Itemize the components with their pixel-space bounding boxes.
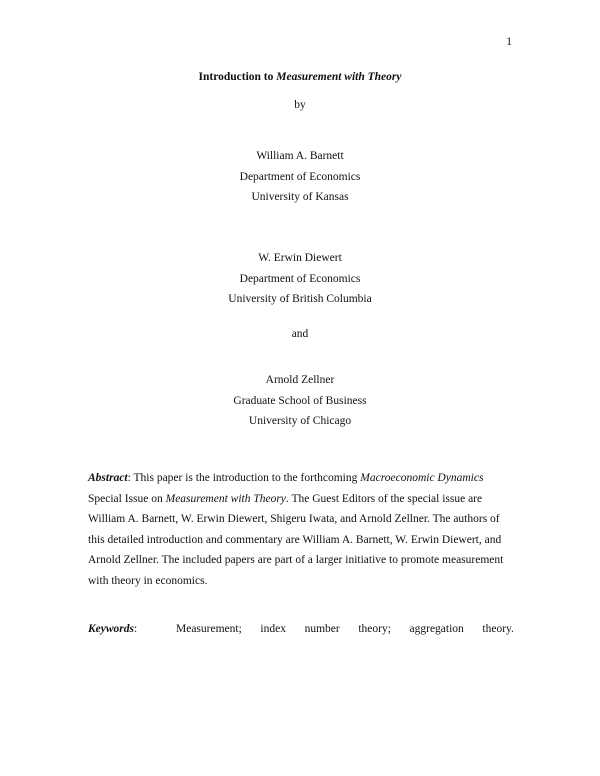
page-number: 1 <box>506 36 512 48</box>
author-block-diewert <box>0 248 600 310</box>
title-prefix: Introduction to <box>198 71 277 83</box>
author-name: William A. Barnett <box>256 150 344 162</box>
keyword-item: theory; <box>358 623 391 635</box>
abstract-issue-title: Measurement with Theory <box>165 492 286 505</box>
abstract-journal: Macroeconomic Dynamics <box>360 472 484 484</box>
abstract <box>88 468 514 592</box>
keyword-item: Measurement; <box>176 623 242 635</box>
paper-title <box>0 71 600 83</box>
author-department: Graduate School of Business <box>233 394 367 407</box>
author-block-zellner <box>0 370 600 432</box>
abstract-label: Abstract <box>88 472 128 484</box>
abstract-text-1: This paper is the introduction to the forthcoming <box>130 472 361 484</box>
author-department: Department of Economics <box>239 170 361 183</box>
keywords-list <box>176 619 514 639</box>
keywords-heading <box>88 619 137 639</box>
abstract-text-2: Special Issue on <box>88 492 166 505</box>
author-department: Department of Economics <box>239 272 361 285</box>
title-italic: Measurement with Theory <box>276 71 402 83</box>
author-name: Arnold Zellner <box>265 374 335 386</box>
keyword-item: index <box>260 623 286 635</box>
keyword-item: theory. <box>482 623 514 635</box>
author-name: W. Erwin Diewert <box>258 252 342 264</box>
by-line: by <box>294 99 306 111</box>
abstract-colon: : <box>127 472 131 484</box>
keywords-label: Keywords <box>88 623 134 635</box>
author-block-barnett <box>0 146 600 208</box>
author-institution: University of British Columbia <box>228 293 372 305</box>
keywords-colon: : <box>134 623 138 635</box>
author-institution: University of Kansas <box>251 191 349 203</box>
keywords <box>88 619 514 639</box>
and-separator: and <box>291 328 309 340</box>
keyword-item: aggregation <box>409 623 464 635</box>
abstract-text-3: . The Guest Editors of the special issue are William A. Barnett, W. Erwin Diewert, Shigeru Iwata, and Arnold Zellner. The authors of this detailed introduction and commentary are William A. Barnett, W. Erwin Diewert, and Arnold Zellner. The included papers are part of a larger initiative to promote measurement with theory in economics. <box>88 492 504 587</box>
keyword-item: number <box>304 623 340 635</box>
author-institution: University of Chicago <box>248 415 352 427</box>
